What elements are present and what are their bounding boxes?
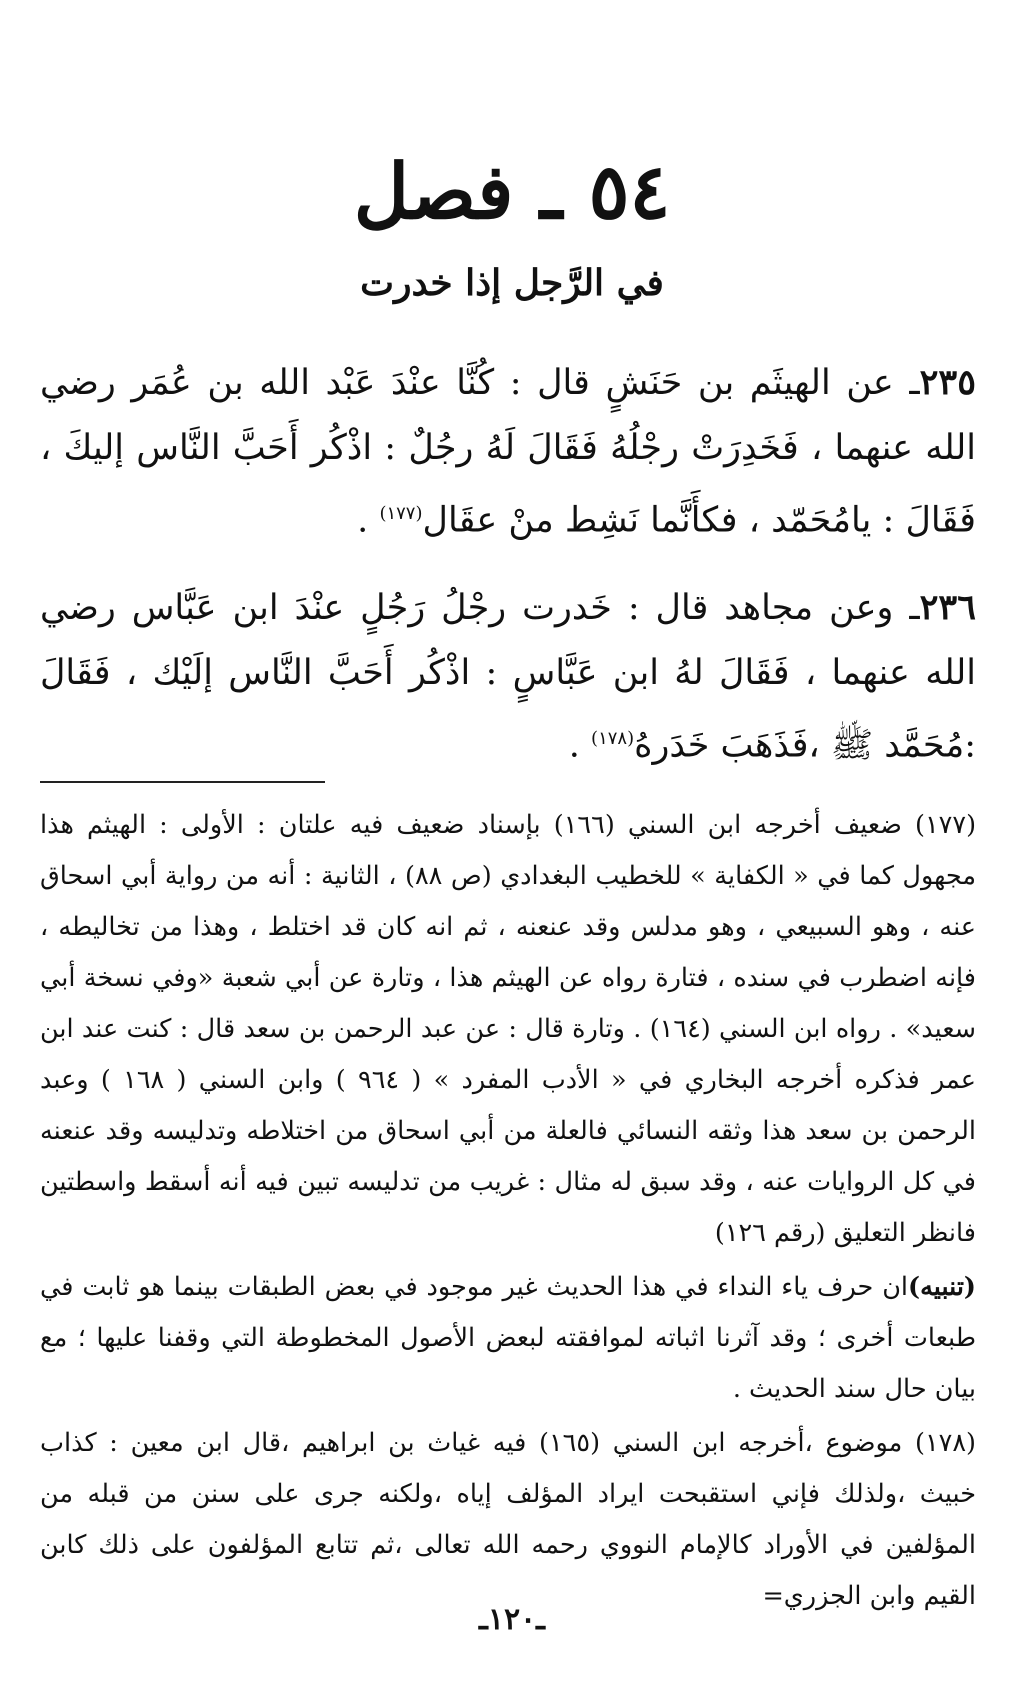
footnote-tanbih xyxy=(40,1262,976,1415)
footnote-ref: (١٧٧) xyxy=(379,503,423,524)
hadith-number: ٢٣٦ xyxy=(919,587,976,628)
hadith-text: ـ عن الهيثَم بن حَنَشٍ قال : كُنَّا عنْدَ عَبْد الله بن عُمَر رضي الله عنهما ، فَخَدِرَتْ رجْلُهُ فَقَالَ لَهُ رجُلٌ : اذْكُر أَحَبَّ النَّاس إليكَ ، فَقَالَ : يامُحَمّد ، فكأَنَّما نَشِط منْ عقَال xyxy=(40,363,976,541)
tanbih-label: (تنبيه) xyxy=(908,1272,976,1302)
chapter-title: ٥٤ ـ فصل xyxy=(353,147,671,236)
chapter-subtitle: في الرَّجل إذا خدرت xyxy=(360,262,664,304)
hadith-235 xyxy=(40,350,976,554)
footnote-177: (١٧٧) ضعيف أخرجه ابن السني (١٦٦) بإسناد ضعيف فيه علتان : الأولى : الهيثم هذا مجهول كما في « الكفاية » للخطيب البغدادي (ص ٨٨) ، الثانية : أنه من رواية أبي اسحاق عنه ، وهو السبيعي ، وهو مدلس وقد عنعنه ، ثم انه كان قد اختلط ، وهذا من تخاليطه ، فإنه اضطرب في سنده ، فتارة رواه عن الهيثم هذا ، وتارة عن أبي شعبة «وفي نسخة أبي سعيد» . رواه ابن السني (١٦٤) . وتارة قال : عن عبد الرحمن بن سعد قال : كنت عند ابن عمر فذكره أخرجه البخاري في « الأدب المفرد » ( ٩٦٤ ) وابن السني ( ١٦٨ ) وعبد الرحمن بن سعد هذا وثقه النسائي فالعلة من أبي اسحاق من اختلاطه وتدليسه وقد عنعنه في كل الروايات عنه ، وقد سبق له مثال : غريب من تدليسه تبين فيه أنه أسقط واسطتين فانظر التعليق (رقم ١٢٦) xyxy=(40,810,977,1248)
hadith-text: ـ وعن مجاهد قال : خَدرت رجْلُ رَجُلٍ عنْدَ ابن عَبَّاس رضي الله عنهما ، فَقَالَ لهُ ابن عَبَّاسٍ : اذْكُر أَحَبَّ النَّاس إلَيْك ، فَقَالَ :مُحَمَّد ﷺ ،فَذَهَبَ خَدَرهُ xyxy=(40,588,976,766)
hadith-end: . xyxy=(357,500,369,541)
tanbih-text: ان حرف ياء النداء في هذا الحديث غير موجود في بعض الطبقات بينما هو ثابت في طبعات أخرى ؛ وقد آثرنا اثباته لموافقته لبعض الأصول المخطوطة التي وقفنا عليها ؛ مع بيان حال سند الحديث . xyxy=(40,1272,976,1404)
page-number: ـ١٢٠ـ xyxy=(479,1602,545,1637)
hadith-236 xyxy=(40,575,976,779)
hadith-end: . xyxy=(568,725,580,766)
hadith-number: ٢٣٥ xyxy=(919,362,976,403)
footnote-178: (١٧٨) موضوع ،أخرجه ابن السني (١٦٥) فيه غياث بن ابراهيم ،قال ابن معين : كذاب خبيث ،ولذلك فإني استقبحت ايراد المؤلف إياه ،ولكنه جرى على سنن من قبله من المؤلفين في الأوراد كالإمام النووي رحمه الله تعالى ،ثم تتابع المؤلفون على ذلك كابن القيم وابن الجزري= xyxy=(40,1428,976,1611)
footnote-ref: (١٧٨) xyxy=(591,728,635,749)
footnote-divider xyxy=(40,781,325,783)
